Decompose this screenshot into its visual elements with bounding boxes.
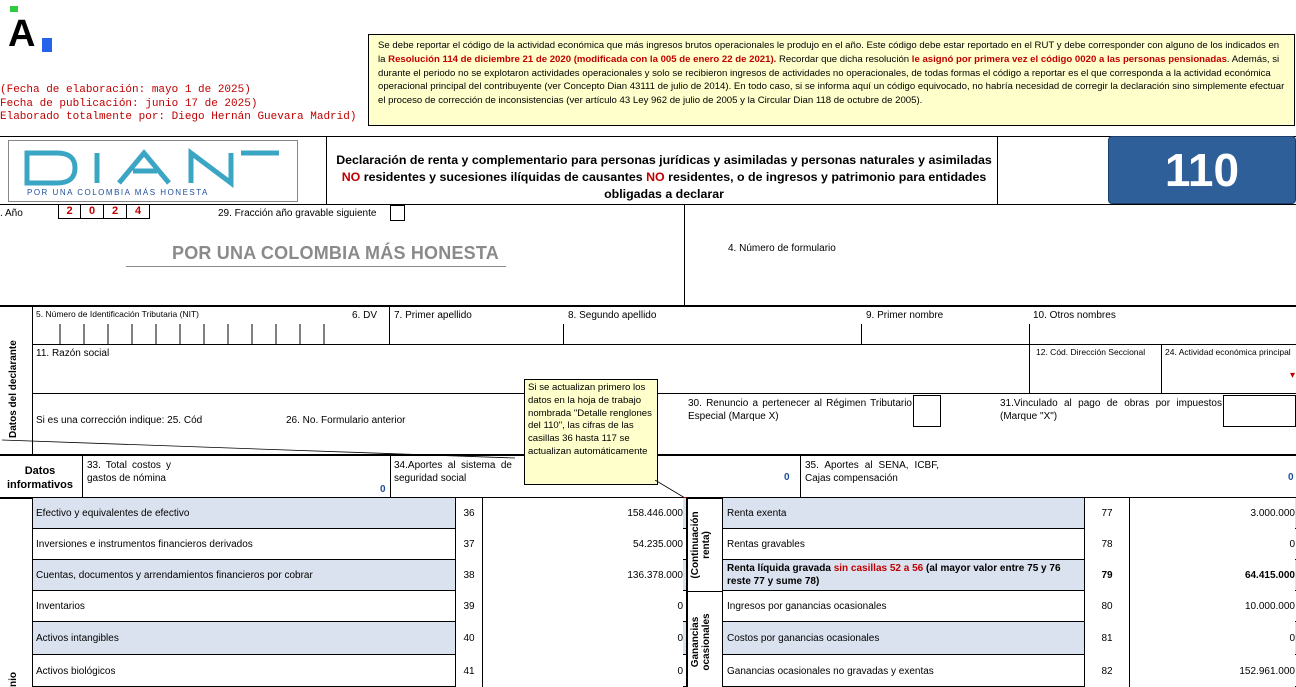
year-label: . Año [0, 208, 23, 219]
otros-nombres-label: 10. Otros nombres [1033, 310, 1116, 321]
apellido1-label: 7. Primer apellido [394, 310, 472, 321]
row-label: Inventarios [36, 601, 85, 612]
row-label: Costos por ganancias ocasionales [727, 633, 880, 644]
dir-seccional-label: 12. Cód. Dirección Seccional [1036, 347, 1146, 357]
vinculado-label: 31.Vinculado al pago de obras por impuestos (Marque "X") [1000, 398, 1222, 422]
vinculado-checkbox[interactable] [1223, 395, 1296, 427]
notice-text: Se debe reportar el código de la actividad económica que más ingresos brutos operacionales le produjo en el año. Este código debe estar reportado en el RUT y debe corresponder con alguno de los indicados en la [378, 40, 1280, 65]
row-value[interactable]: 3.000.000 [1130, 498, 1295, 529]
row-label: Rentas gravables [727, 539, 805, 550]
tooltip-comment: Si se actualizan primero los datos en la hoja de trabajo nombrada "Detalle renglones del 110", las cifras de las casillas 36 hasta 117 se actualizan automáticamente [524, 379, 658, 485]
row-value[interactable]: 64.415.000 [1130, 560, 1295, 591]
declarante-section-label: Datos del declarante [8, 340, 19, 438]
notice-box [368, 34, 1295, 126]
row-value[interactable]: 0 [1130, 622, 1295, 655]
table-row [33, 529, 686, 560]
row-code: 39 [456, 591, 482, 622]
table-row [723, 529, 1296, 560]
notice-text: . Además, si durante el periodo no se explotaron actividades operacionales y solo se recibieron ingresos de actividades no operacionales, de todas formas el código a reportar es el que corresponda a la actividad económica operacional principal del contribuyente (ver Concepto Dian 43111 de julio de 2014). En todo caso, si se informa aquí un código equivocado, no habría necesidad de corregir la declaración sino simplemente efectuar el proceso de corrección de inconsistencias (ver artículo 43 Ley 962 de julio de 2005 y la Circular Dian 118 de octubre de 2005). [378, 53, 1285, 107]
notice-highlight: le asignó por primera vez el código 0020 a las personas pensionadas [911, 53, 1227, 65]
c34-value[interactable]: 0 [784, 472, 790, 483]
razon-social-label: 11. Razón social [36, 348, 110, 359]
credit-line: Elaborado totalmente por: Diego Hernán Guevara Madrid) [0, 111, 357, 123]
svg-text:A: A [8, 13, 36, 52]
row-code: 81 [1085, 622, 1129, 655]
row-value[interactable]: 54.235.000 [483, 529, 683, 560]
row-code: 40 [456, 622, 482, 655]
row-value[interactable]: 152.961.000 [1130, 655, 1295, 687]
row-code: 82 [1085, 655, 1129, 687]
table-row [33, 622, 686, 655]
credit-line: Fecha de publicación: junio 17 de 2025) [0, 97, 258, 110]
nit-digit-separators [36, 324, 346, 344]
table-row [33, 655, 686, 687]
c34-label: 34.Aportes al sistema de seguridad social [394, 460, 512, 484]
brand-logo-icon [8, 6, 54, 52]
table-row [723, 655, 1296, 687]
year-digits [58, 205, 150, 219]
nit-label: 5. Número de Identificación Tributaria (NIT) [36, 309, 199, 319]
row-code: 41 [456, 655, 482, 687]
ganancias-section-label: Ganancias ocasionales [690, 613, 712, 671]
nombre1-label: 9. Primer nombre [866, 310, 944, 321]
year-digit-input[interactable]: 2 [58, 205, 81, 219]
row-code: 77 [1085, 498, 1129, 529]
dian-logo-icon [9, 141, 299, 203]
row-label: Activos biológicos [36, 665, 116, 677]
renta-section-label: (Continuación renta) [690, 511, 712, 579]
row-value[interactable]: 0 [1130, 529, 1295, 560]
renuncio-checkbox[interactable] [913, 395, 941, 427]
row-code: 79 [1085, 560, 1129, 591]
apellido2-label: 8. Segundo apellido [568, 310, 657, 321]
year-digit-input[interactable]: 2 [104, 205, 127, 219]
c33-label: 33. Total costos y gastos de nómina [87, 460, 171, 484]
slogan: POR UNA COLOMBIA MÁS HONESTA [172, 243, 499, 263]
formulario-anterior-label: 26. No. Formulario anterior [286, 415, 406, 426]
dian-logo [8, 140, 298, 202]
table-row [33, 498, 686, 529]
fraction-checkbox[interactable] [390, 205, 405, 221]
row-label: Inversiones e instrumentos financieros derivados [36, 539, 253, 550]
form-title: Declaración de renta y complementario para personas jurídicas y asimiladas y personas naturales y asimiladas NO residentes y sucesiones ilíquidas de causantes NO residentes, o de ingresos y patrimonio para entidades obligadas a declarar [336, 153, 992, 201]
c35-label: 35. Aportes al SENA, ICBF, Cajas compensación [805, 460, 939, 484]
row-code: 80 [1085, 591, 1129, 622]
row-value[interactable]: 136.378.000 [483, 560, 683, 591]
row-value[interactable]: 0 [483, 622, 683, 655]
row-label: Activos intangibles [36, 633, 119, 644]
row-label: Renta exenta [727, 508, 787, 519]
row-code: 37 [456, 529, 482, 560]
nit-input[interactable] [36, 324, 346, 344]
red-arrow-icon: ▾ [1290, 370, 1296, 381]
row-value[interactable]: 0 [483, 591, 683, 622]
row-label: Renta líquida gravada sin casillas 52 a 56 (al mayor valor entre 75 y 76 reste 77 y sume 78) [727, 563, 1061, 587]
row-code: 38 [456, 560, 482, 591]
row-label: Ganancias ocasionales no gravadas y exentas [727, 665, 934, 677]
correccion-label: Si es una corrección indique: 25. Cód [36, 415, 203, 426]
informativos-label: Datos informativos [6, 465, 73, 491]
notice-resolution: Resolución 114 de diciembre 21 de 2020 (modificada con la 005 de enero 22 de 2021). [388, 53, 777, 65]
credit-line: (Fecha de elaboración: mayo 1 de 2025) [0, 84, 251, 96]
left-section-label: nio [8, 672, 19, 687]
year-digit-input[interactable]: 4 [127, 205, 150, 219]
table-row [723, 622, 1296, 655]
table-row [33, 591, 686, 622]
c33-value[interactable]: 0 [380, 484, 386, 495]
table-row [33, 560, 686, 591]
row-code: 78 [1085, 529, 1129, 560]
c35-value[interactable]: 0 [1288, 472, 1294, 483]
credits [0, 84, 356, 125]
row-value[interactable]: 10.000.000 [1130, 591, 1295, 622]
notice-text: Recordar que dicha resolución [776, 53, 912, 65]
fraction-label: 29. Fracción año gravable siguiente [218, 208, 377, 219]
brand-logo [8, 6, 54, 52]
year-digit-input[interactable]: 0 [81, 205, 104, 219]
row-code: 36 [456, 498, 482, 529]
form-number-label: 4. Número de formulario [728, 243, 836, 254]
row-value[interactable]: 0 [483, 655, 683, 687]
row-label: Efectivo y equivalentes de efectivo [36, 508, 190, 519]
row-value[interactable]: 158.446.000 [483, 498, 683, 529]
row-label: Ingresos por ganancias ocasionales [727, 601, 887, 612]
svg-text:POR UNA COLOMBIA MÁS HONESTA: POR UNA COLOMBIA MÁS HONESTA [27, 188, 209, 197]
row-label: Cuentas, documentos y arrendamientos financieros por cobrar [36, 570, 313, 581]
table-row [723, 498, 1296, 529]
form-number-badge: 110 [1108, 136, 1296, 204]
table-row [723, 591, 1296, 622]
table-row [723, 560, 1296, 591]
renuncio-label: 30. Renuncio a pertenecer al Régimen Tributario Especial (Marque X) [688, 398, 912, 422]
dv-label: 6. DV [352, 310, 378, 321]
actividad-label: 24. Actividad económica principal [1165, 347, 1291, 357]
